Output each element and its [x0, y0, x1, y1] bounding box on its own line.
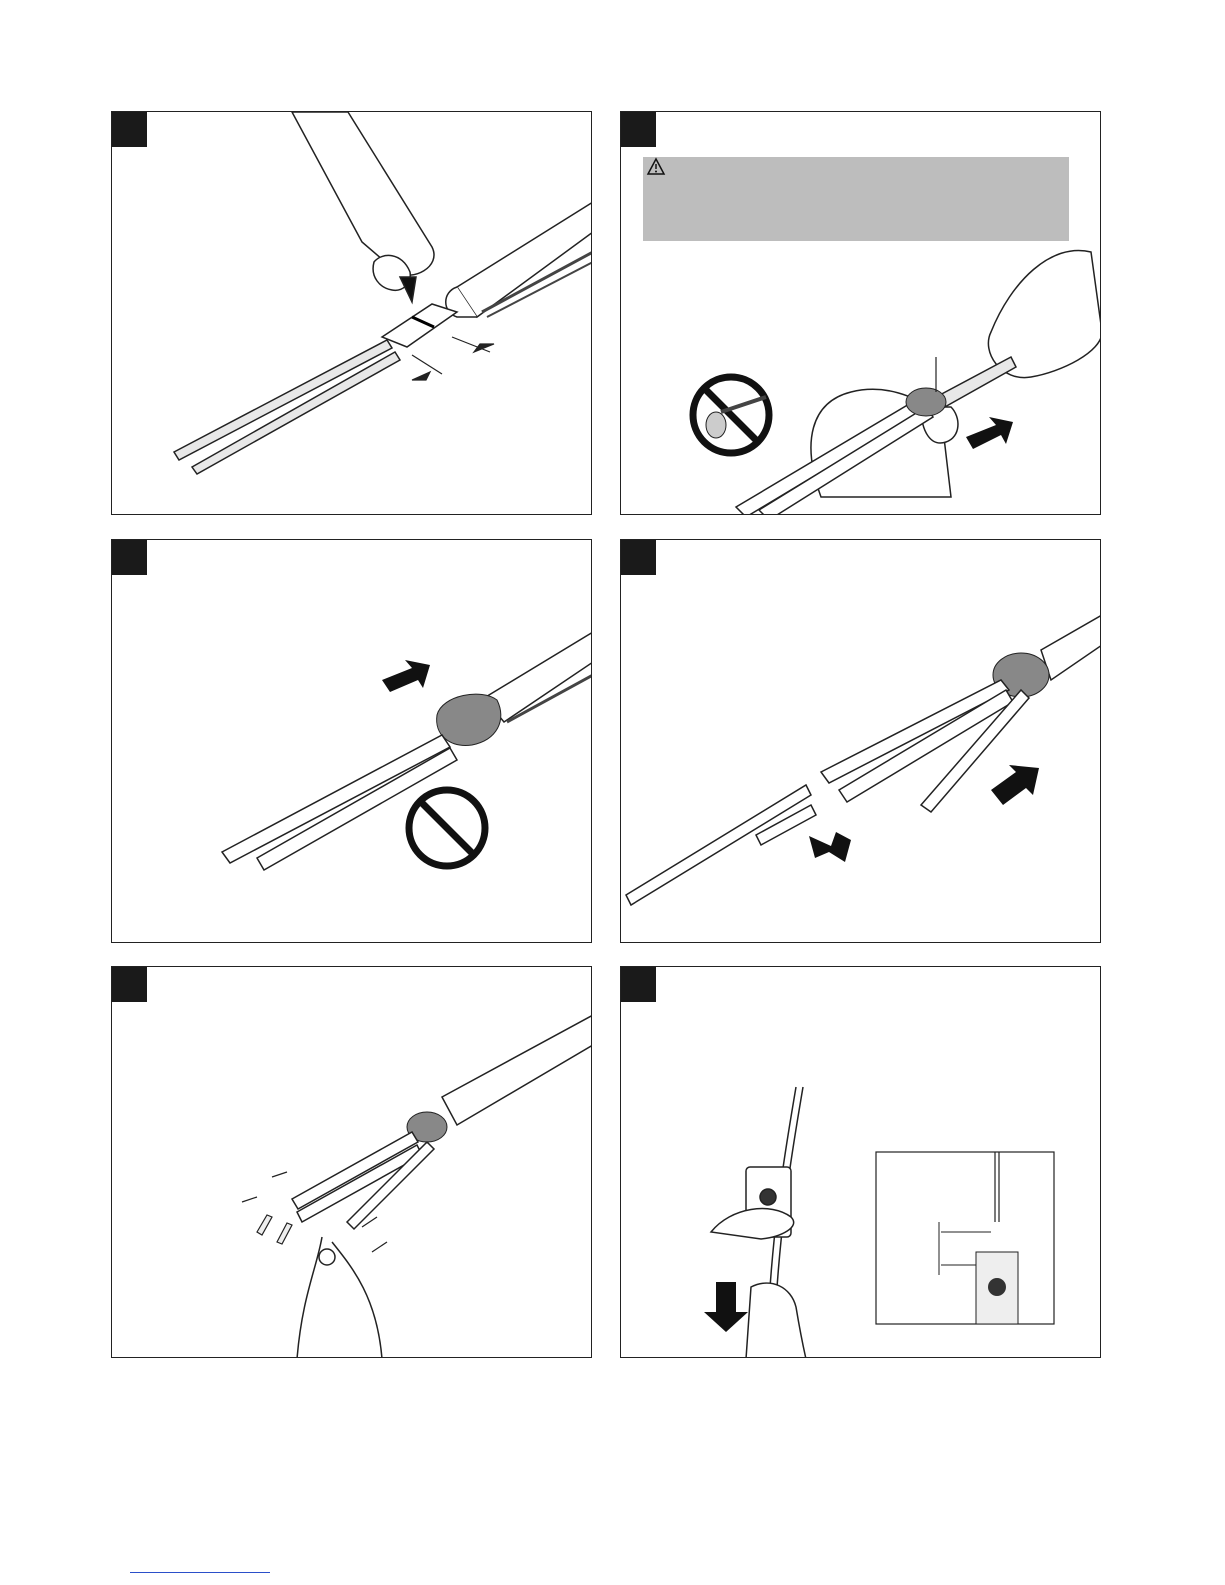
- step-4-illustration: [621, 540, 1101, 943]
- conductors: [292, 1132, 434, 1229]
- prohibited-icon: [409, 790, 485, 866]
- push-arrow-icon: [991, 765, 1039, 805]
- step-6-panel: [620, 966, 1101, 1358]
- pliers-icon: [297, 1237, 382, 1358]
- step-3-panel: [111, 539, 592, 943]
- dimension-arrows: [412, 337, 494, 380]
- conductors: [174, 340, 400, 474]
- conductors: [626, 680, 1029, 905]
- marker-pen-icon: [292, 112, 434, 302]
- grommet: [906, 388, 946, 416]
- step-6-illustration: [621, 967, 1101, 1358]
- pull-arrow-icon: [704, 1282, 748, 1332]
- push-arrow-icon: [382, 660, 430, 692]
- grommet: [437, 694, 501, 745]
- footer-link-underline[interactable]: [130, 1572, 270, 1573]
- prohibited-icon: [693, 377, 769, 453]
- step-5-panel: [111, 966, 592, 1358]
- step-2-panel: [620, 111, 1101, 515]
- detail-inset: [876, 1152, 1054, 1324]
- step-1-illustration: [112, 112, 592, 515]
- pull-arrow-icon: [809, 832, 851, 862]
- cut-pieces: [257, 1215, 292, 1244]
- step-2-illustration: [621, 112, 1101, 515]
- step-3-illustration: [112, 540, 592, 943]
- cable-jacket: [446, 202, 592, 317]
- cable-jacket: [1041, 615, 1101, 680]
- push-arrow-icon: [966, 417, 1013, 449]
- cable-jacket: [442, 1015, 592, 1125]
- step-5-illustration: [112, 967, 592, 1358]
- insulation-section: [382, 304, 457, 347]
- step-4-panel: [620, 539, 1101, 943]
- step-1-panel: [111, 111, 592, 515]
